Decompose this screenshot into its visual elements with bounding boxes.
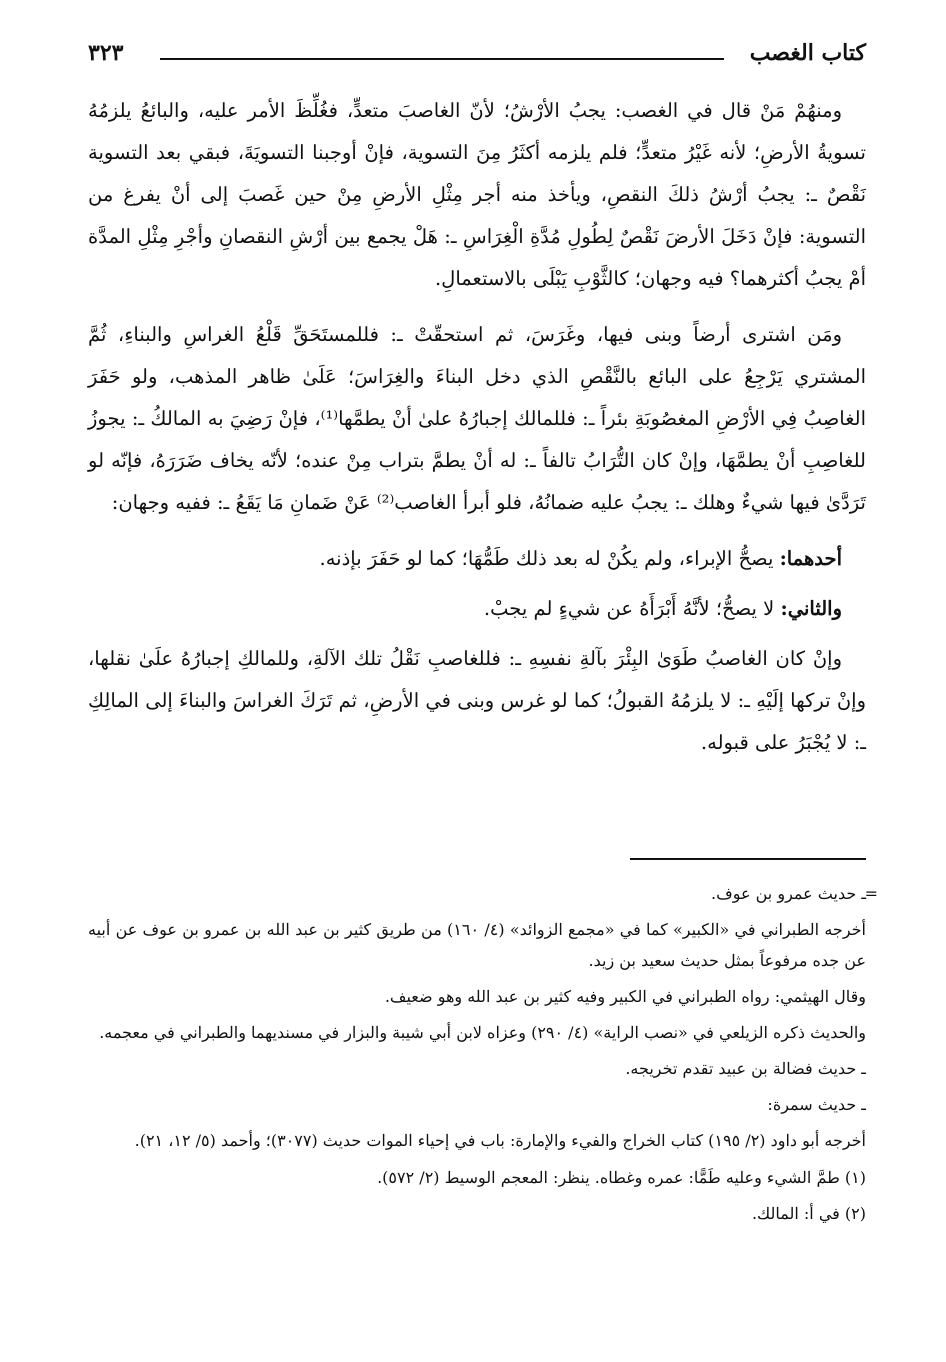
footnote-line: ـ حديث فضالة بن عبيد تقدم تخريجه. [625, 1059, 866, 1078]
footnote-line: والحديث ذكره الزيلعي في «نصب الراية» (٤/ ٢٩٠) وعزاه لابن أبي شيبة والبزار في مسنديهما والطبراني في معجمه. [99, 1023, 866, 1042]
list-item [88, 538, 866, 580]
footnote-line: وقال الهيثمي: رواه الطبراني في الكبير وفيه كثير بن عبد الله وهو ضعيف. [384, 987, 866, 1006]
header-rule [160, 58, 724, 60]
continuation-mark: = [864, 884, 878, 903]
footnote-line: ـ حديث سمرة: [767, 1095, 866, 1114]
item-text: يصحُّ الإبراء، ولم يكُنْ له بعد ذلك طَمُّهَا؛ كما لو حَفَرَ بإذنه. [319, 547, 774, 570]
list-item [88, 588, 866, 630]
main-text [88, 90, 866, 764]
footnote-2: (٢) في أ: المالك. [751, 1204, 866, 1223]
footnote-1: (١) طمَّ الشيء وعليه طَمًّا: عمره وغطاه. ينظر: المعجم الوسيط (٢/ ٥٧٢). [377, 1168, 866, 1187]
footnote-continuation-row [88, 878, 878, 909]
page-header [88, 36, 866, 76]
footnotes [88, 878, 878, 1234]
item-label: أحدهما: [779, 547, 842, 570]
paragraph: وإنْ كان الغاصبُ طَوَىٰ البِئْرَ بآلةِ نفسِهِ ـ: فللغاصبِ نَقْلُ تلك الآلةِ، وللمالكِ إجبارُهُ علَىٰ نقلها، وإنْ تركها إلَيْهِ ـ: لا يلزمُهُ القبولُ؛ كما لو غرس وبنى في الأرضِ، ثم تَرَكَ الغراسَ والبناءَ إلى المالِكِ ـ: لا يُجْبَرُ على قبوله. [88, 647, 866, 754]
footnote-line: أخرجه أبو داود (٢/ ١٩٥) كتاب الخراج والفيء والإمارة: باب في إحياء الموات حديث (٣٠٧٧)؛ وأحمد (٥/ ١٢، ٢١). [134, 1131, 866, 1150]
item-text: لا يصحُّ؛ لأنَّهُ أَبْرَأَهُ عن شيءٍ لم يجبْ. [483, 597, 775, 620]
paragraph: ومَن اشترى أرضاً وبنى فيها، وغَرَسَ، ثم استحقّتْ ـ: فللمستَحَقِّ قَلْعُ الغراسِ والبناءِ، ثُمَّ المشتري يَرْجِعُ على البائع بالنَّقْصِ الذي دخل البناءَ والغِرَاسَ؛ عَلَىٰ ظاهر المذهب، ولو حَفَرَ الغاصِبُ فِي الأرْضِ المغصُوبَةِ بئراً ـ: فللمالك إجبارُهُ علىٰ أنْ يطمَّها⁽¹⁾، فإنْ رَضِيَ به المالكُ ـ: يجوزُ للغاصِبِ أنْ يطمَّهَا، وإنْ كان التُّرَابُ تالفاً ـ: له أنْ يطمَّ بتراب مِنْ عنده؛ لأنّه يخاف ضَرَرَهُ، فإنّه لو تَرَدَّىٰ فيها شيءٌ وهلك ـ: يجبُ عليه ضمانُهُ، فلو أبرأ الغاصب⁽²⁾ عَنْ ضَمانِ مَا يَقَعُ ـ: ففيه وجهان: [88, 323, 866, 514]
footnote-line: أخرجه الطبراني في «الكبير» كما في «مجمع الزوائد» (٤/ ١٦٠) من طريق كثير بن عبد الله بن عمرو بن عوف عن أبيه عن جده مرفوعاً بمثل حديث سعيد بن زيد. [88, 920, 866, 970]
footnote-line: ـ حديث عمرو بن عوف. [711, 884, 866, 903]
page-number: ٣٢٣ [88, 40, 124, 66]
footnote-separator [630, 858, 866, 860]
paragraph: ومنهُمْ مَنْ قال في الغصب: يجبُ الأرْشُ؛ لأنّ الغاصبَ متعدٍّ، فغُلِّظَ الأمر عليه، والبائعُ يلزمُهُ تسويةُ الأرضِ؛ لأنه غَيْرُ متعدٍّ؛ فلم يلزمه أكثَرُ مِنَ التسوية، فإنْ أوجبنا التسويَةَ، فبقي بعد التسوية نَقْصٌ ـ: يجبُ أرْشُ ذلكَ النقصِ، ويأخذ منه أجر مِثْلِ الأرضِ مِنْ حين غَصبَ إلى أنْ يفرغ من التسوية: فإنْ دَخَلَ الأرضَ نَقْصٌ لِطُولِ مُدَّةِ الْغِرَاسِ ـ: هَلْ يجمع بين أرْشِ النقصانِ وأجْرِ مِثْلِ المدَّة أمْ يجبُ أكثرهما؟ فيه وجهان؛ كالثَّوْبِ يَبْلَى بالاستعمالِ. [88, 99, 866, 290]
chapter-title: كتاب الغصب [749, 40, 866, 66]
item-label: والثاني: [780, 597, 842, 620]
